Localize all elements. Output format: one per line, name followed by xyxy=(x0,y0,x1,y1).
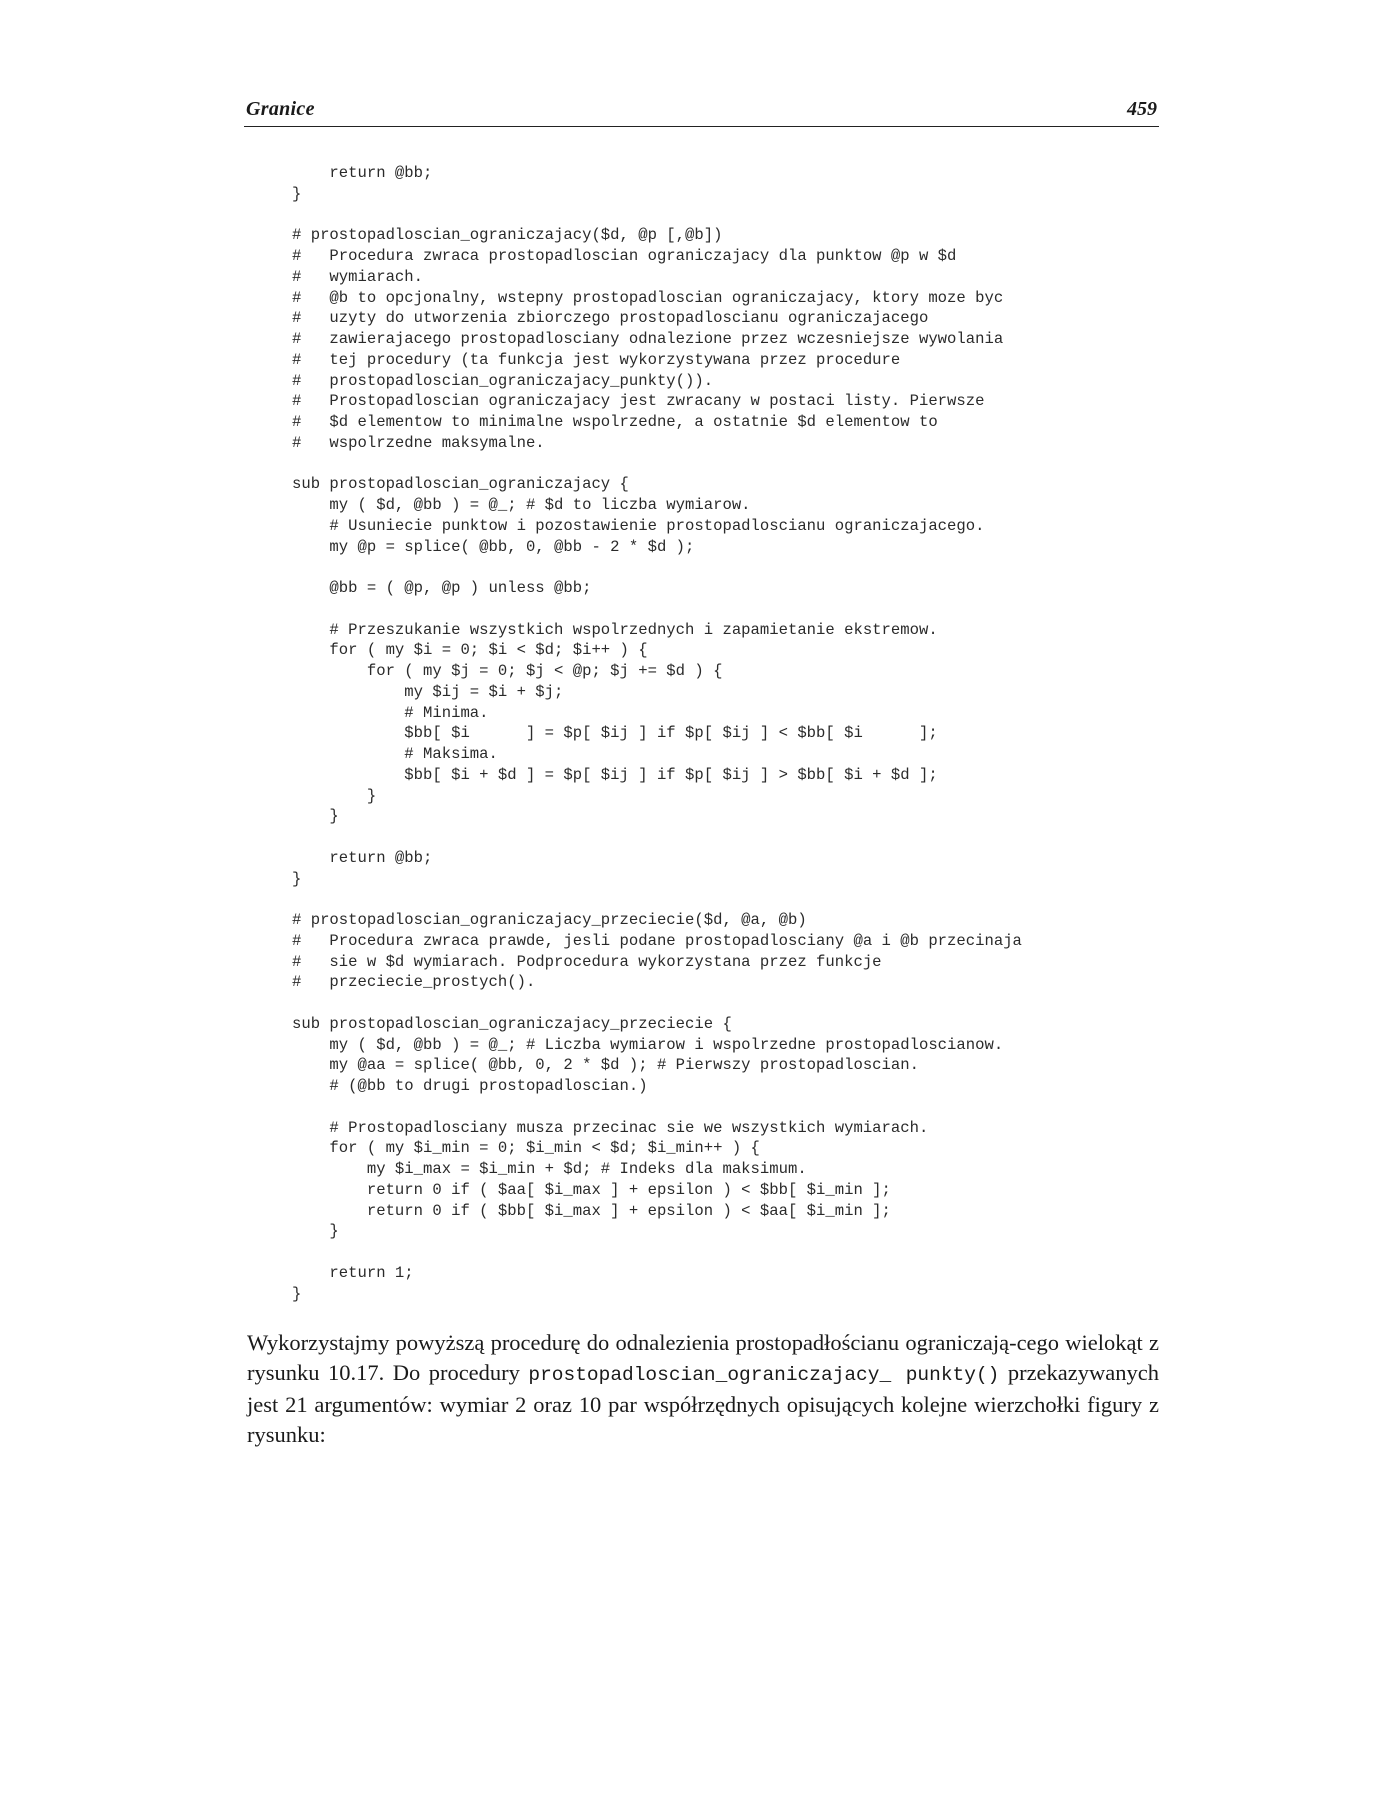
code-line: # wymiarach. xyxy=(292,267,424,286)
code-line: # Prostopadloscian ograniczajacy jest zwracany w postaci listy. Pierwsze xyxy=(292,392,985,411)
code-line: # Minima. xyxy=(292,703,489,722)
code-line: my ( $d, @bb ) = @_; # $d to liczba wymiarow. xyxy=(292,496,751,514)
code-line xyxy=(292,454,1172,475)
body-paragraph xyxy=(247,1328,1159,1450)
code-line: # Usuniecie punktow i pozostawienie prostopadloscianu ograniczajacego. xyxy=(292,516,985,535)
code-line: } xyxy=(292,786,377,805)
code-line: for ( my $i = 0; $i < $d; $i++ ) { xyxy=(292,641,648,660)
code-line xyxy=(292,1097,1172,1118)
code-line xyxy=(292,557,1172,578)
code-line: } xyxy=(292,869,302,888)
code-line: my @aa = splice( @bb, 0, 2 * $d ); # Pierwszy prostopadloscian. xyxy=(292,1056,919,1075)
code-line xyxy=(292,599,1172,620)
page-header xyxy=(244,96,1159,127)
code-line xyxy=(292,993,1172,1014)
code-line: # Prostopadlosciany musza przecinac sie we wszystkich wymiarach. xyxy=(292,1118,929,1137)
code-line xyxy=(292,889,1172,910)
code-line: return 0 if ( $aa[ $i_max ] + epsilon ) < $bb[ $i_min ]; xyxy=(292,1180,891,1199)
inline-code-procedure-name: prostopadloscian_ograniczajacy_ punkty() xyxy=(528,1364,1000,1386)
code-line: return 1; xyxy=(292,1263,414,1282)
code-line: return @bb; xyxy=(292,848,433,867)
code-line: # tej procedury (ta funkcja jest wykorzystywana przez procedure xyxy=(292,350,901,369)
code-line: @bb = ( @p, @p ) unless @bb; xyxy=(292,579,592,597)
running-title: Granice xyxy=(246,98,315,120)
code-line: my ( $d, @bb ) = @_; # Liczba wymiarow i wspolrzedne prostopadloscianow. xyxy=(292,1035,1004,1054)
paragraph-text-2: przekazywanych jest 21 argumentów: wymiar 2 oraz 10 par współrzędnych opisujących kolejne wierzchołki figury z rysunku: xyxy=(247,1360,1159,1447)
paragraph-text-1: Wykorzystajmy powyższą procedurę do odnalezienia prostopadłościanu ograniczają-cego wielokąt z rysunku 10.17. Do procedury xyxy=(247,1330,1159,1385)
code-line: # prostopadloscian_ograniczajacy_przeciecie($d, @a, @b) xyxy=(292,911,807,929)
code-line xyxy=(292,205,1172,226)
code-line: # uzyty do utworzenia zbiorczego prostopadloscianu ograniczajacego xyxy=(292,309,929,328)
code-line: # przeciecie_prostych(). xyxy=(292,973,536,992)
code-line: } xyxy=(292,807,339,826)
code-line: return 0 if ( $bb[ $i_max ] + epsilon ) < $aa[ $i_min ]; xyxy=(292,1201,891,1220)
code-line: return @bb; xyxy=(292,164,433,182)
code-line: my $ij = $i + $j; xyxy=(292,682,564,701)
code-line: # (@bb to drugi prostopadloscian.) xyxy=(292,1077,648,1095)
code-line: my @p = splice( @bb, 0, @bb - 2 * $d ); xyxy=(292,537,695,556)
code-listing xyxy=(292,163,1172,1304)
code-line: my $i_max = $i_min + $d; # Indeks dla maksimum. xyxy=(292,1160,807,1178)
code-line: sub prostopadloscian_ograniczajacy_przeciecie { xyxy=(292,1014,732,1033)
page-number: 459 xyxy=(1127,98,1157,120)
code-line: # sie w $d wymiarach. Podprocedura wykorzystana przez funkcje xyxy=(292,952,882,971)
code-line: $bb[ $i + $d ] = $p[ $ij ] if $p[ $ij ] > $bb[ $i + $d ]; xyxy=(292,765,938,784)
code-line xyxy=(292,1242,1172,1263)
code-line: for ( my $j = 0; $j < @p; $j += $d ) { xyxy=(292,662,723,680)
code-line: # Przeszukanie wszystkich wspolrzednych i zapamietanie ekstremow. xyxy=(292,620,938,639)
code-line: sub prostopadloscian_ograniczajacy { xyxy=(292,475,629,494)
code-line: # Procedura zwraca prostopadloscian ograniczajacy dla punktow @p w $d xyxy=(292,247,957,265)
code-line: } xyxy=(292,1284,302,1303)
code-line: # @b to opcjonalny, wstepny prostopadloscian ograniczajacy, ktory moze byc xyxy=(292,288,1004,307)
code-line: } xyxy=(292,1222,339,1241)
code-line: # $d elementow to minimalne wspolrzedne, a ostatnie $d elementow to xyxy=(292,413,938,431)
code-line: # Maksima. xyxy=(292,745,498,763)
code-line: # Procedura zwraca prawde, jesli podane prostopadlosciany @a i @b przecinaja xyxy=(292,931,1022,950)
code-line: # zawierajacego prostopadlosciany odnalezione przez wczesniejsze wywolania xyxy=(292,330,1004,348)
code-line: for ( my $i_min = 0; $i_min < $d; $i_min++ ) { xyxy=(292,1139,760,1158)
code-line: # prostopadloscian_ograniczajacy_punkty()). xyxy=(292,371,714,390)
code-line: # prostopadloscian_ograniczajacy($d, @p [,@b]) xyxy=(292,226,723,245)
code-line: } xyxy=(292,184,302,203)
code-line xyxy=(292,827,1172,848)
code-line: $bb[ $i ] = $p[ $ij ] if $p[ $ij ] < $bb[ $i ]; xyxy=(292,724,938,743)
code-line: # wspolrzedne maksymalne. xyxy=(292,433,545,452)
